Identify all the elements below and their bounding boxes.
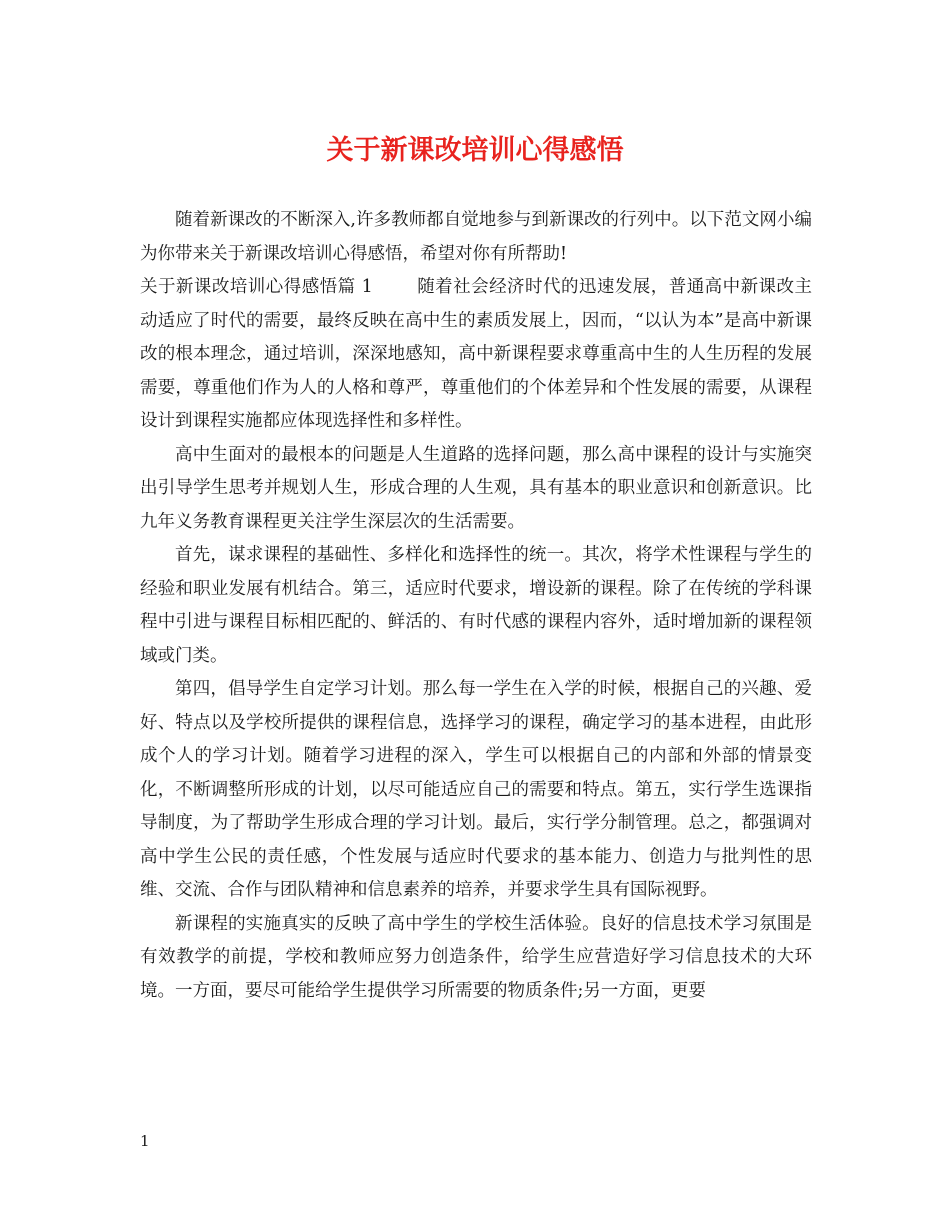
paragraph-3: 首先，谋求课程的基础性、多样化和选择性的统一。其次，将学术性课程与学生的经验和职业发展有机结合。第三，适应时代要求，增设新的课程。除了在传统的学科课程中引进与课程目标相匹配的、鲜活的、有时代感的课程内容外，适时增加新的课程领域或门类。	[140, 545, 812, 666]
paragraph-section-1	[140, 271, 812, 439]
paragraph-4: 第四，倡导学生自定学习计划。那么每一学生在入学的时候，根据自己的兴趣、爱好、特点以及学校所提供的课程信息，选择学习的课程，确定学习的基本进程，由此形成个人的学习计划。随着学习进程的深入，学生可以根据自己的内部和外部的情景变化，不断调整所形成的计划，以尽可能适应自己的需要和特点。第五，实行学生选课指导制度，为了帮助学生形成合理的学习计划。最后，实行学分制管理。总之，都强调对高中学生公民的责任感，个性发展与适应时代要求的基本能力、创造力与批判性的思维、交流、合作与团队精神和信息素养的培养，并要求学生具有国际视野。	[140, 679, 812, 900]
paragraph-intro: 随着新课改的不断深入,许多教师都自觉地参与到新课改的行列中。以下范文网小编为你带来关于新课改培训心得感悟，希望对你有所帮助!	[140, 210, 812, 264]
section-1-text: 随着社会经济时代的迅速发展，普通高中新课改主动适应了时代的需要，最终反映在高中生的素质发展上，因而，“以认为本”是高中新课改的根本理念，通过培训，深深地感知，高中新课程要求尊重高中生的人生历程的发展需要，尊重他们作为人的人格和尊严，尊重他们的个体差异和个性发展的需要，从课程设计到课程实施都应体现选择性和多样性。	[140, 277, 812, 431]
document-title: 关于新课改培训心得感悟	[326, 135, 624, 166]
paragraph-5: 新课程的实施真实的反映了高中学生的学校生活体验。良好的信息技术学习氛围是有效教学的前提，学校和教师应努力创造条件，给学生应营造好学习信息技术的大环境。一方面，要尽可能给学生提供学习所需要的物质条件;另一方面，更要	[140, 913, 812, 1001]
document-body	[140, 204, 812, 1008]
paragraph-2: 高中生面对的最根本的问题是人生道路的选择问题，那么高中课程的设计与实施突出引导学生思考并规划人生，形成合理的人生观，具有基本的职业意识和创新意识。比九年义务教育课程更关注学生深层次的生活需要。	[140, 444, 812, 532]
page-number: 1	[140, 1132, 150, 1150]
section-heading: 关于新课改培训心得感悟篇 1	[140, 277, 373, 297]
